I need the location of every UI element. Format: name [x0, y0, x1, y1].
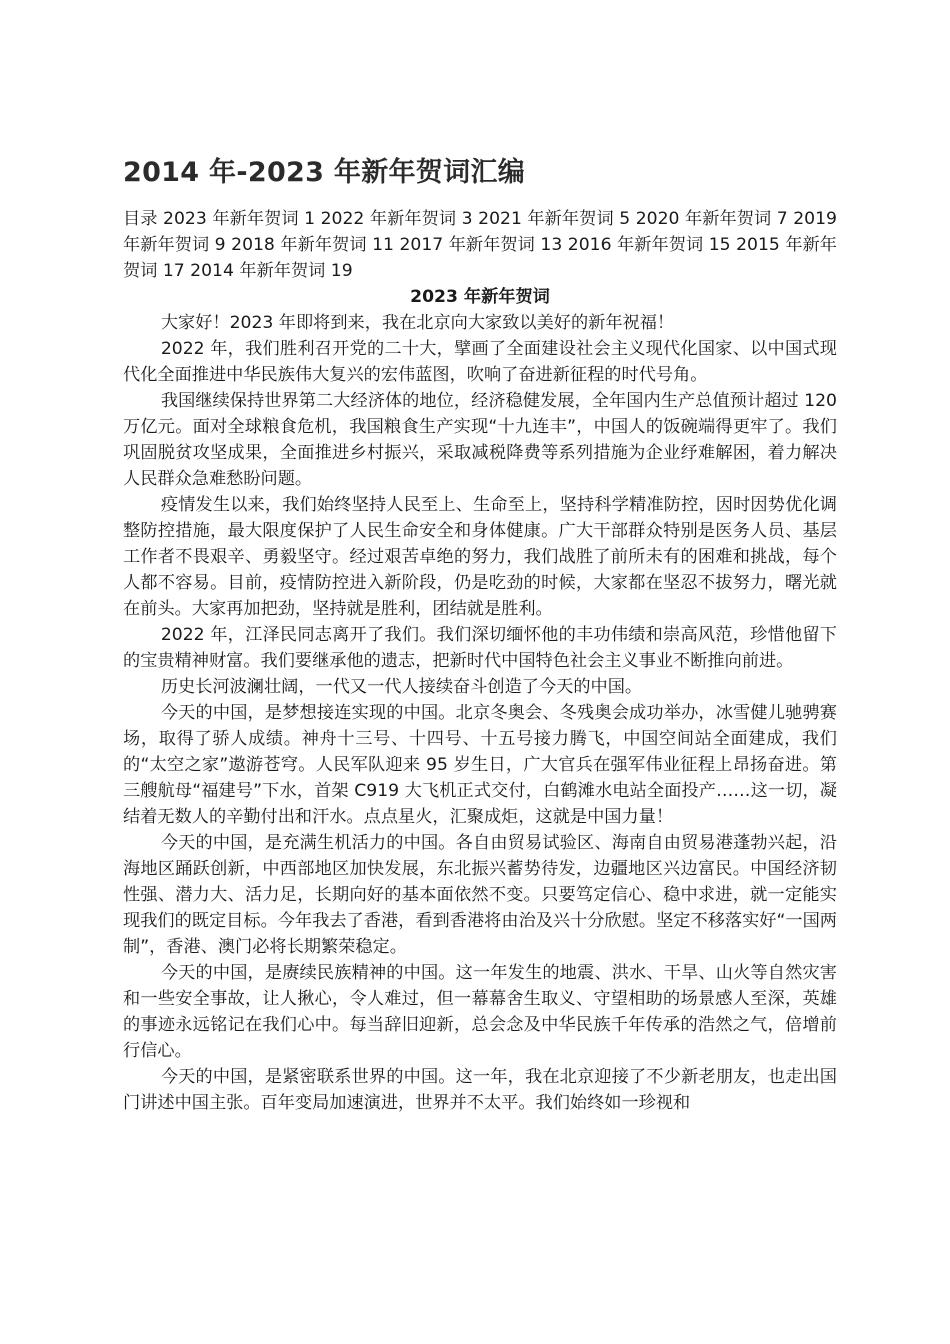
document-title: 2014 年-2023 年新年贺词汇编 — [123, 157, 525, 188]
paragraph: 历史长河波澜壮阔，一代又一代人接续奋斗创造了今天的中国。 — [160, 677, 643, 697]
paragraph: 今天的中国，是紧密联系世界的中国。这一年，我在北京迎接了不少新老朋友，也走出国门讲述中国主张。百年变局加速演进，世界并不太平。我们始终如一珍视和 — [123, 1067, 837, 1113]
document-body — [123, 206, 837, 1116]
paragraph: 今天的中国，是赓续民族精神的中国。这一年发生的地震、洪水、干旱、山火等自然灾害和一些安全事故，让人揪心，令人难过，但一幕幕舍生取义、守望相助的场景感人至深，英雄的事迹永远铭记在我们心中。每当辞旧迎新，总会念及中华民族千年传承的浩然之气，倍增前行信心。 — [123, 963, 837, 1061]
table-of-contents: 目录 2023 年新年贺词 1 2022 年新年贺词 3 2021 年新年贺词 5 2020 年新年贺词 7 2019 年新年贺词 9 2018 年新年贺词 11 2017 年新年贺词 13 2016 年新年贺词 15 2015 年新年贺词 17 2014 年新年贺词 19 — [123, 209, 837, 281]
paragraph: 我国继续保持世界第二大经济体的地位，经济稳健发展，全年国内生产总值预计超过 120 万亿元。面对全球粮食危机，我国粮食生产实现“十九连丰”，中国人的饭碗端得更牢了。我们巩固脱贫攻坚成果，全面推进乡村振兴，采取减税降费等系列措施为企业纾难解困，着力解决人民群众急难愁盼问题。 — [123, 391, 837, 489]
paragraph: 今天的中国，是充满生机活力的中国。各自由贸易试验区、海南自由贸易港蓬勃兴起，沿海地区踊跃创新，中西部地区加快发展，东北振兴蓄势待发，边疆地区兴边富民。中国经济韧性强、潜力大、活力足，长期向好的基本面依然不变。只要笃定信心、稳中求进，就一定能实现我们的既定目标。今年我去了香港，看到香港将由治及兴十分欣慰。坚定不移落实好“一国两制”，香港、澳门必将长期繁荣稳定。 — [123, 833, 837, 957]
paragraph: 疫情发生以来，我们始终坚持人民至上、生命至上，坚持科学精准防控，因时因势优化调整防控措施，最大限度保护了人民生命安全和身体健康。广大干部群众特别是医务人员、基层工作者不畏艰辛、勇毅坚守。经过艰苦卓绝的努力，我们战胜了前所未有的困难和挑战，每个人都不容易。目前，疫情防控进入新阶段，仍是吃劲的时候，大家都在坚忍不拔努力，曙光就在前头。大家再加把劲，坚持就是胜利，团结就是胜利。 — [123, 495, 837, 619]
paragraph: 2022 年，我们胜利召开党的二十大，擘画了全面建设社会主义现代化国家、以中国式现代化全面推进中华民族伟大复兴的宏伟蓝图，吹响了奋进新征程的时代号角。 — [123, 339, 837, 385]
paragraph: 大家好！2023 年即将到来，我在北京向大家致以美好的新年祝福！ — [160, 313, 675, 333]
paragraph: 今天的中国，是梦想接连实现的中国。北京冬奥会、冬残奥会成功举办，冰雪健儿驰骋赛场，取得了骄人成绩。神舟十三号、十四号、十五号接力腾飞，中国空间站全面建成，我们的“太空之家”遨游苍穹。人民军队迎来 95 岁生日，广大官兵在强军伟业征程上昂扬奋进。第三艘航母“福建号”下水，首架 C919 大飞机正式交付，白鹤滩水电站全面投产……这一切，凝结着无数人的辛勤付出和汗水。点点星火，汇聚成炬，这就是中国力量！ — [123, 703, 837, 827]
section-heading: 2023 年新年贺词 — [410, 287, 550, 307]
paragraph: 2022 年，江泽民同志离开了我们。我们深切缅怀他的丰功伟绩和崇高风范，珍惜他留下的宝贵精神财富。我们要继承他的遗志，把新时代中国特色社会主义事业不断推向前进。 — [123, 625, 837, 671]
